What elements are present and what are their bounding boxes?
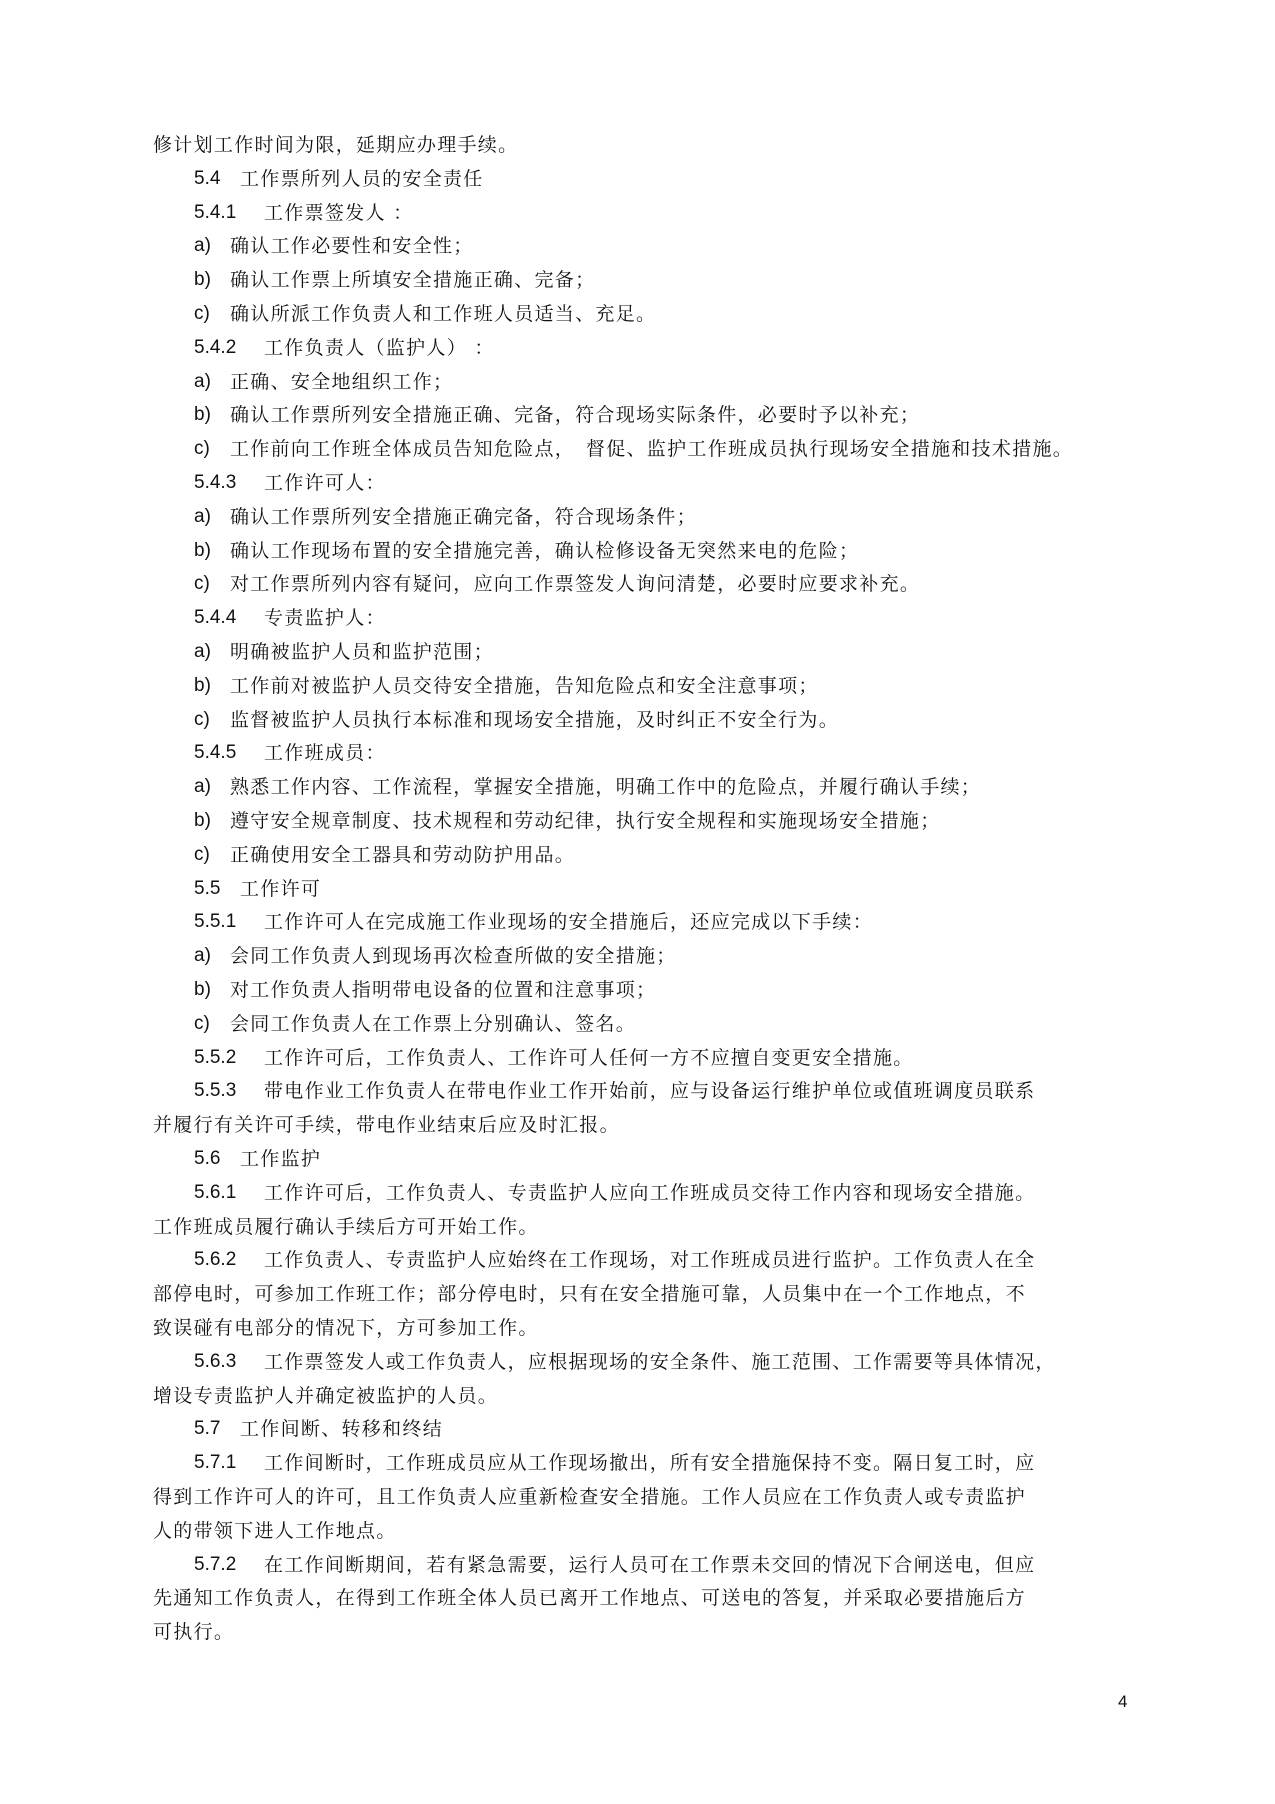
- clause-number: c): [194, 303, 210, 324]
- clause-number: b): [194, 810, 211, 831]
- clause-number: c): [194, 438, 210, 460]
- clause-text: 先通知工作负责人，在得到工作班全体人员已离开工作地点、可送电的答复，并采取必要措施后方: [153, 1587, 1026, 1610]
- clause-number: c): [194, 573, 210, 595]
- clause-text: 专责监护人：: [264, 607, 386, 630]
- clause-text: 工作许可后，工作负责人、工作许可人任何一方不应擅自变更安全措施。: [264, 1046, 914, 1069]
- clause-text: 工作许可人：: [264, 472, 386, 494]
- clause-text: 工作票所列人员的安全责任: [240, 167, 484, 190]
- clause-number: b): [194, 674, 211, 696]
- clause-text: 工作前向工作班全体成员告知危险点， 督促、监护工作班成员执行现场安全措施和技术措施。: [230, 438, 1074, 461]
- clause-text: 确认工作必要性和安全性；: [230, 235, 474, 258]
- clause-text: 在工作间断期间，若有紧急需要，运行人员可在工作票未交回的情况下合闸送电，但应: [264, 1553, 1036, 1576]
- clause-text: 人的带领下进人工作地点。: [153, 1519, 397, 1542]
- clause-text: 工作前对被监护人员交待安全措施，告知危险点和安全注意事项；: [230, 674, 819, 697]
- clause-text: 可执行。: [153, 1621, 235, 1644]
- clause-number: 5.6.1: [194, 1181, 237, 1203]
- clause-number: 5.4.5: [194, 742, 237, 764]
- clause-number: 5.4: [194, 167, 221, 189]
- clause-text: 对工作票所列内容有疑问，应向工作票签发人询问清楚，必要时应要求补充。: [230, 573, 921, 596]
- clause-number: 5.4.3: [194, 472, 237, 493]
- clause-number: a): [194, 641, 211, 662]
- clause-number: 5.7: [194, 1418, 221, 1440]
- clause-text: 监督被监护人员执行本标准和现场安全措施，及时纠正不安全行为。: [230, 708, 840, 731]
- clause-text: 带电作业工作负责人在带电作业工作开始前，应与设备运行维护单位或值班调度员联系: [264, 1080, 1036, 1103]
- clause-number: a): [194, 370, 211, 392]
- clause-text: 对工作负责人指明带电设备的位置和注意事项；: [230, 979, 657, 1001]
- clause-text: 工作负责人、专责监护人应始终在工作现场，对工作班成员进行监护。工作负责人在全: [264, 1249, 1036, 1272]
- clause-number: 5.5: [194, 877, 221, 899]
- clause-text: 工作票签发人或工作负责人，应根据现场的安全条件、施工范围、工作需要等具体情况，: [264, 1350, 1056, 1373]
- clause-number: 5.5.1: [194, 911, 237, 933]
- clause-number: a): [194, 945, 211, 967]
- clause-text: 致误碰有电部分的情况下，方可参加工作。: [153, 1317, 539, 1339]
- clause-number: 5.6.2: [194, 1249, 237, 1271]
- clause-text: 会同工作负责人到现场再次检查所做的安全措施；: [230, 945, 677, 968]
- clause-number: 5.5.2: [194, 1046, 237, 1068]
- clause-text: 工作许可人在完成施工作业现场的安全措施后，还应完成以下手续：: [264, 911, 874, 934]
- clause-text: 熟悉工作内容、工作流程，掌握安全措施，明确工作中的危险点，并履行确认手续；: [230, 776, 982, 799]
- clause-text: 工作间断、转移和终结: [240, 1418, 444, 1441]
- clause-number: b): [194, 979, 211, 1000]
- clause-number: c): [194, 708, 210, 730]
- clause-number: b): [194, 404, 211, 426]
- clause-text: 增设专责监护人并确定被监护的人员。: [153, 1384, 499, 1407]
- clause-number: b): [194, 269, 211, 291]
- clause-text: 确认工作现场布置的安全措施完善，确认检修设备无突然来电的危险；: [230, 539, 860, 562]
- clause-number: a): [194, 776, 211, 798]
- clause-number: 5.4.4: [194, 607, 237, 629]
- clause-text: 并履行有关许可手续，带电作业结束后应及时汇报。: [153, 1114, 620, 1137]
- clause-text: 确认工作票所列安全措施正确完备，符合现场条件；: [230, 505, 697, 528]
- clause-number: 5.6.3: [194, 1350, 237, 1372]
- clause-text: 部停电时，可参加工作班工作；部分停电时，只有在安全措施可靠，人员集中在一个工作地点，不: [153, 1283, 1026, 1306]
- clause-text: 确认工作票所列安全措施正确、完备，符合现场实际条件，必要时予以补充；: [230, 404, 921, 427]
- clause-text: 修计划工作时间为限，延期应办理手续。: [153, 134, 519, 156]
- clause-number: b): [194, 539, 211, 561]
- clause-text: 确认工作票上所填安全措施正确、完备；: [230, 269, 596, 292]
- clause-text: 工作负责人（监护人） ：: [264, 336, 495, 359]
- clause-number: a): [194, 505, 211, 527]
- clause-number: 5.4.2: [194, 336, 237, 358]
- clause-text: 会同工作负责人在工作票上分别确认、签名。: [230, 1012, 637, 1035]
- clause-number: 5.4.1: [194, 201, 237, 223]
- clause-text: 工作监护: [240, 1148, 322, 1170]
- clause-text: 明确被监护人员和监护范围；: [230, 641, 494, 663]
- clause-number: c): [194, 1012, 210, 1034]
- clause-text: 工作许可: [240, 877, 322, 900]
- clause-text: 工作班成员：: [264, 742, 386, 765]
- clause-text: 工作班成员履行确认手续后方可开始工作。: [153, 1215, 539, 1238]
- clause-text: 确认所派工作负责人和工作班人员适当、充足。: [230, 303, 657, 325]
- clause-number: 5.7.2: [194, 1553, 237, 1575]
- clause-text: 得到工作许可人的许可，且工作负责人应重新检查安全措施。工作人员应在工作负责人或专责监护: [153, 1486, 1026, 1508]
- clause-text: 正确使用安全工器具和劳动防护用品。: [230, 843, 576, 866]
- clause-number: a): [194, 235, 211, 257]
- clause-text: 工作间断时，工作班成员应从工作现场撤出，所有安全措施保持不变。隔日复工时，应: [264, 1452, 1036, 1475]
- page-number: 4: [1118, 1692, 1128, 1711]
- clause-text: 工作许可后，工作负责人、专责监护人应向工作班成员交待工作内容和现场安全措施。: [264, 1181, 1036, 1204]
- clause-text: 遵守安全规章制度、技术规程和劳动纪律，执行安全规程和实施现场安全措施；: [230, 810, 941, 832]
- clause-text: 正确、安全地组织工作；: [230, 370, 454, 393]
- clause-number: 5.5.3: [194, 1080, 237, 1102]
- clause-text: 工作票签发人 ：: [264, 201, 414, 224]
- clause-number: c): [194, 843, 210, 865]
- clause-number: 5.7.1: [194, 1452, 237, 1474]
- clause-number: 5.6: [194, 1148, 221, 1169]
